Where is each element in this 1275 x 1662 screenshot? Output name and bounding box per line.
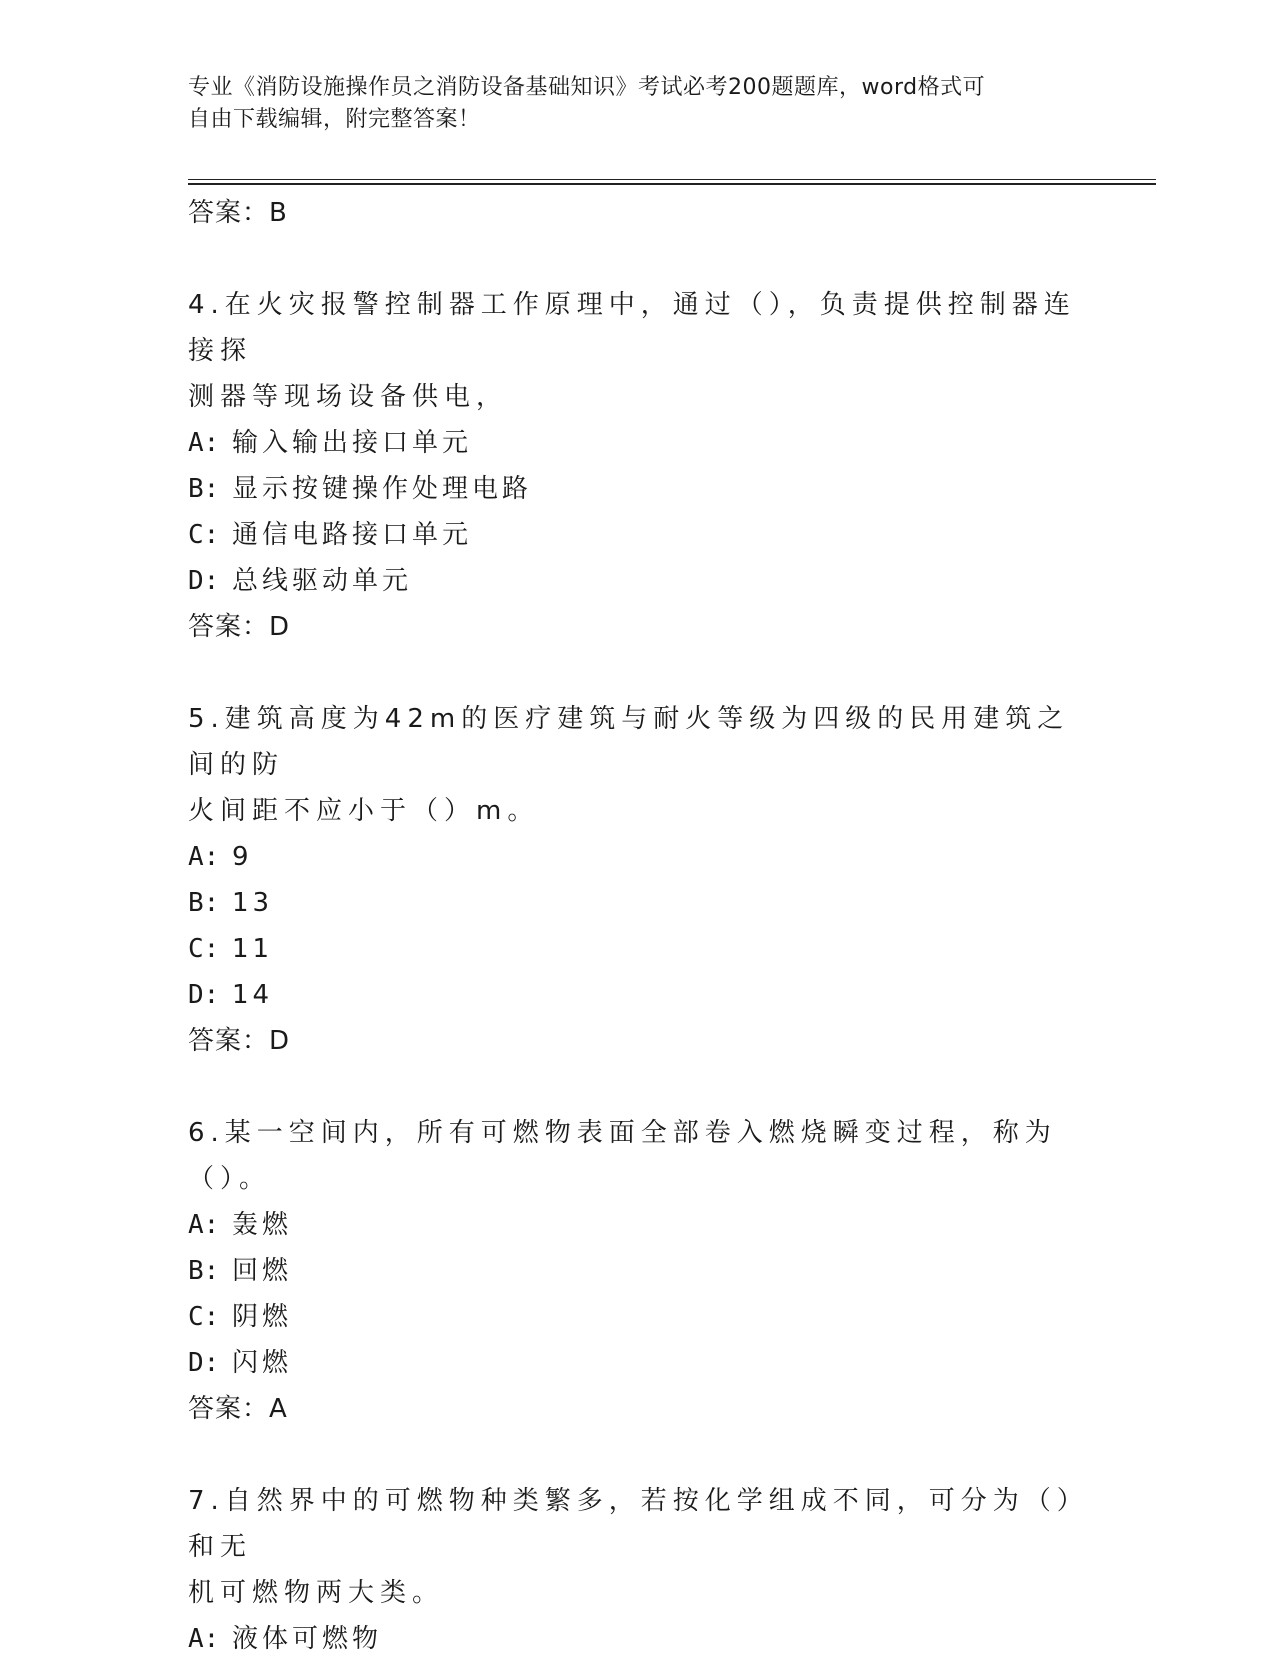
header-divider-thick bbox=[188, 183, 1156, 185]
header-line-1: 专业《消防设施操作员之消防设备基础知识》考试必考200题题库，word格式可 bbox=[188, 75, 986, 100]
option-letter: A: bbox=[188, 428, 220, 458]
option-letter: A: bbox=[188, 1210, 220, 1240]
option-text: 液体可燃物 bbox=[232, 1624, 383, 1654]
option-letter: A: bbox=[188, 1624, 220, 1654]
option-text: 通信电路接口单元 bbox=[232, 520, 473, 550]
option-letter: B: bbox=[188, 888, 220, 918]
option-letter: C: bbox=[188, 520, 220, 550]
question-7-text-line-2: 机可燃物两大类。 bbox=[188, 1578, 445, 1608]
question-6-text-line-1: 6.某一空间内，所有可燃物表面全部卷入燃烧瞬变过程，称为（）。 bbox=[188, 1118, 1057, 1194]
option-text: 轰燃 bbox=[232, 1210, 293, 1240]
question-4-option-b bbox=[188, 466, 1088, 512]
option-letter: B: bbox=[188, 1256, 220, 1286]
header-line-2: 自由下载编辑，附完整答案！ bbox=[188, 107, 481, 132]
option-text: 9 bbox=[232, 842, 253, 872]
option-letter: D: bbox=[188, 1348, 220, 1378]
option-letter: D: bbox=[188, 566, 220, 596]
question-7-option-a bbox=[188, 1616, 1088, 1662]
question-6-option-a bbox=[188, 1202, 1088, 1248]
option-letter: C: bbox=[188, 934, 220, 964]
option-text: 总线驱动单元 bbox=[232, 566, 413, 596]
option-text: 闪燃 bbox=[232, 1348, 293, 1378]
option-letter: B: bbox=[188, 474, 220, 504]
question-4-option-a bbox=[188, 420, 1088, 466]
option-text: 输入输出接口单元 bbox=[232, 428, 473, 458]
question-4 bbox=[188, 282, 1088, 650]
previous-answer: 答案：B bbox=[188, 198, 288, 228]
document-header bbox=[188, 72, 1068, 136]
question-4-text-line-2: 测器等现场设备供电， bbox=[188, 382, 509, 412]
question-6-option-d bbox=[188, 1340, 1088, 1386]
option-text: 回燃 bbox=[232, 1256, 293, 1286]
header-divider-thin bbox=[188, 179, 1156, 180]
question-list bbox=[188, 190, 1088, 1662]
option-letter: C: bbox=[188, 1302, 220, 1332]
question-4-answer: 答案：D bbox=[188, 612, 291, 642]
option-text: 显示按键操作处理电路 bbox=[232, 474, 533, 504]
question-5-option-d bbox=[188, 972, 1088, 1018]
option-text: 阴燃 bbox=[232, 1302, 293, 1332]
question-7 bbox=[188, 1478, 1088, 1662]
question-5-option-c bbox=[188, 926, 1088, 972]
question-5-answer: 答案：D bbox=[188, 1026, 291, 1056]
question-6-option-c bbox=[188, 1294, 1088, 1340]
question-4-text-line-1: 4.在火灾报警控制器工作原理中，通过（），负责提供控制器连接探 bbox=[188, 290, 1076, 366]
option-letter: D: bbox=[188, 980, 220, 1010]
option-text: 14 bbox=[232, 980, 274, 1010]
question-6-option-b bbox=[188, 1248, 1088, 1294]
question-4-option-d bbox=[188, 558, 1088, 604]
option-text: 11 bbox=[232, 934, 274, 964]
option-letter: A: bbox=[188, 842, 220, 872]
question-6-answer: 答案：A bbox=[188, 1394, 288, 1424]
question-5 bbox=[188, 696, 1088, 1064]
question-5-text-line-2: 火间距不应小于（）m。 bbox=[188, 796, 540, 826]
question-7-text-line-1: 7.自然界中的可燃物种类繁多，若按化学组成不同，可分为（）和无 bbox=[188, 1486, 1076, 1562]
question-5-option-b bbox=[188, 880, 1088, 926]
question-5-option-a bbox=[188, 834, 1088, 880]
question-5-text-line-1: 5.建筑高度为42m的医疗建筑与耐火等级为四级的民用建筑之间的防 bbox=[188, 704, 1070, 780]
option-text: 13 bbox=[232, 888, 274, 918]
question-6 bbox=[188, 1110, 1088, 1432]
question-4-option-c bbox=[188, 512, 1088, 558]
